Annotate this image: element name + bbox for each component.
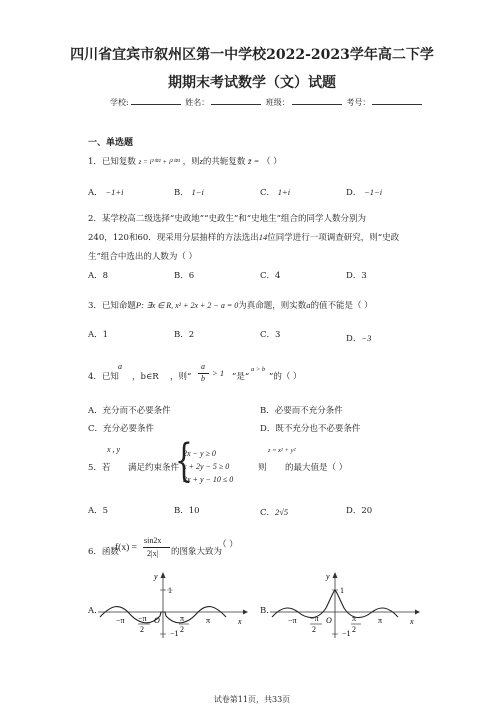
label-pi-half-num: π [352,614,357,623]
option-value: 5 [102,506,109,516]
question-3-stem [88,299,373,311]
q4-option-c[interactable] [88,422,154,434]
option-letter: A． [88,330,103,340]
option-letter: A． [88,271,103,281]
option-value: 2 [188,330,195,340]
q1-formula: z = i²⁰²² + i²⁰²³ [138,158,180,166]
option-value: 充分必要条件 [103,424,155,434]
option-letter: C． [260,508,276,518]
q6-graph-b[interactable] [270,572,420,638]
option-letter: B． [174,271,189,281]
q1-option-d[interactable] [346,186,382,198]
option-letter: D． [260,424,276,434]
option-value: −1−i [364,187,383,197]
q2-option-c[interactable] [260,269,280,281]
label-neg-pi-half-num: −π [138,614,147,623]
q5-option-a[interactable] [88,504,108,516]
option-letter: B． [260,406,275,416]
q4-stem: 4．已知 [88,372,119,382]
info-fields [110,97,424,108]
option-value: 8 [102,271,109,281]
q4-tail: ”的（ ） [269,372,302,382]
option-letter: D． [346,271,362,281]
label-x: x [410,617,414,626]
option-value: 10 [188,506,200,516]
y-axis-arrow [161,572,166,578]
q3-tail-b: 的值不能是（ ） [310,301,373,311]
q1-option-a[interactable] [88,186,123,198]
option-letter: A． [88,188,103,198]
option-value: 6 [188,271,195,281]
option-letter: A． [88,506,103,516]
label-neg1: −1 [170,629,179,638]
q5-mid: 满足约束条件 [128,463,180,473]
q6-numerator: sin2x [144,536,162,545]
q4-bR: ，b∈R [132,372,159,382]
q5-z: z = x² + y² [268,447,296,454]
q6-tail: 的图象大致为 [171,547,223,557]
q2-option-b[interactable] [174,269,194,281]
option-letter: B． [174,188,189,198]
option-letter: D． [346,188,362,198]
q6-fx: f(x) = [115,543,137,553]
q6-option-b-label[interactable]: B． [260,606,275,616]
page-title-line2: 期期末考试数学（文）试题 [168,75,336,91]
q1-tail: 的共轭复数 [202,157,246,167]
q4-frac-num: a [201,362,205,371]
option-value: 必要而不充分条件 [274,406,343,416]
school-label: 学校: [110,98,129,107]
name-label: 姓名： [185,98,210,107]
q3-option-b[interactable] [174,328,194,340]
label-y: y [326,572,330,581]
q4-cond: a > b [251,366,266,373]
option-value: 4 [275,271,281,281]
q1-zbar: z̄ = [248,156,260,166]
label-y: y [154,572,158,581]
option-value: −1+i [105,187,124,197]
exam-number-field[interactable] [372,98,422,105]
option-value: 3 [275,330,281,340]
label-pi: π [206,616,211,625]
q5-constraint-3: 3x + y − 10 ≤ 0 [183,475,234,484]
class-label: 班级： [265,98,290,107]
question-1-stem [88,155,282,167]
option-letter: D． [346,334,362,344]
exam-number-label: 考号： [346,98,371,107]
q6-fraction-bar [143,547,170,548]
q3-tail-a: 为真命题，则实数 [238,301,307,311]
q6-graph-a[interactable] [98,572,248,638]
q3-p: P: [135,300,144,310]
q6-option-a-label[interactable]: A． [88,606,103,616]
option-value: 3 [361,271,367,281]
q3-option-c[interactable] [260,328,280,340]
page-title-line1: 四川省宜宾市叙州区第一中学校2022-2023学年高二下学 [70,47,434,63]
option-letter: D． [346,506,362,516]
q4-gt: > 1 [212,368,225,378]
q3-formula: ∃x ∈ R, x² + 2x + 2 − a = 0 [146,301,239,310]
option-value: 1+i [277,187,291,197]
option-value: 充分而不必要条件 [102,406,171,416]
option-value: 20 [361,506,373,516]
q1-paren: （ ） [262,157,282,167]
q2-line2-num: 14 [258,232,268,242]
q2-line3: 生”组合中选出的人数为（ ） [88,252,198,262]
class-field[interactable] [292,98,342,105]
name-field[interactable] [211,98,261,105]
label-pi-half-num: π [180,614,185,623]
q1-mid: ，则 [182,157,200,167]
q5-tail: 的最大值是（ ） [285,463,348,473]
label-origin: O [154,616,160,625]
label-neg-pi: −π [116,616,125,625]
option-value: 1 [102,330,109,340]
option-letter: C． [88,424,104,434]
option-value: 1−i [191,187,204,197]
q2-option-d[interactable] [346,269,367,281]
x-axis-arrow [415,610,420,615]
q5-option-b[interactable] [174,504,200,516]
q5-then: 则 [258,463,267,473]
label-pi-half-den: 2 [352,625,356,634]
option-value: −3 [361,333,372,343]
section-heading: 一、单选题 [88,138,134,148]
q1-z: z [199,156,203,166]
option-value: 2√5 [275,507,289,517]
q4-a: a [118,362,122,371]
option-letter: C． [260,188,276,198]
label-neg1: −1 [342,629,351,638]
q1-stem-text: 1．已知复数 [88,157,136,167]
q3-option-d[interactable] [346,332,371,344]
q6-stem: 6．函数 [88,547,119,557]
q3-a: a [306,300,311,310]
q6-paren: （ ） [218,540,238,550]
label-1: 1 [340,586,344,595]
q4-option-d[interactable] [260,422,360,434]
q3-option-a[interactable] [88,328,108,340]
q4-is: ”是“ [232,372,250,382]
q5-stem: 5．若 [88,463,111,473]
y-axis-arrow [333,572,338,578]
q2-line1: 2．某学校高二级选择“史政地”“史政生”和“史地生”组合的同学人数分别为 [88,214,366,224]
q4-option-b[interactable] [260,404,343,416]
q5-constraint-1: 2x − y ≥ 0 [183,449,216,458]
q4-then: ，则“ [170,372,192,382]
option-value: 既不充分也不必要条件 [275,424,361,434]
label-neg-pi-half-num: −π [310,614,319,623]
option-letter: C． [260,330,276,340]
q2-line2-a: 240，120和60．现采用分层抽样的方法选出 [88,233,259,243]
q2-line2 [88,231,399,243]
q5-option-c[interactable] [260,506,288,518]
q3-stem-text: 3．已知命题 [88,301,136,311]
q4-option-a[interactable] [88,404,171,416]
option-letter: A． [88,406,103,416]
q5-brace: { [175,433,193,487]
label-x: x [238,617,242,626]
option-letter: C． [260,271,276,281]
q4-frac-den: b [201,374,205,383]
school-field[interactable] [131,98,181,105]
q2-option-a[interactable] [88,269,108,281]
q6-denominator: 2|x| [147,549,159,558]
option-letter: B． [174,506,189,516]
page-footer: 试卷第11页，共33页 [213,695,291,704]
q1-option-c[interactable] [260,186,290,198]
label-neg-pi-half-den: 2 [140,625,144,634]
q2-line2-b: 位同学进行一项调查研究，则“史政 [267,233,400,243]
label-origin: O [326,616,332,625]
label-neg-pi-half-den: 2 [312,625,316,634]
option-letter: B． [174,330,189,340]
q5-option-d[interactable] [346,504,372,516]
q5-constraint-2: x + 2y − 5 ≥ 0 [183,462,230,471]
x-axis-arrow [243,610,248,615]
label-1: 1 [168,586,172,595]
q1-option-b[interactable] [174,186,204,198]
label-pi-half-den: 2 [180,625,184,634]
q5-vars: x , y [107,445,121,454]
label-neg-pi: −π [288,616,297,625]
label-pi: π [378,616,383,625]
